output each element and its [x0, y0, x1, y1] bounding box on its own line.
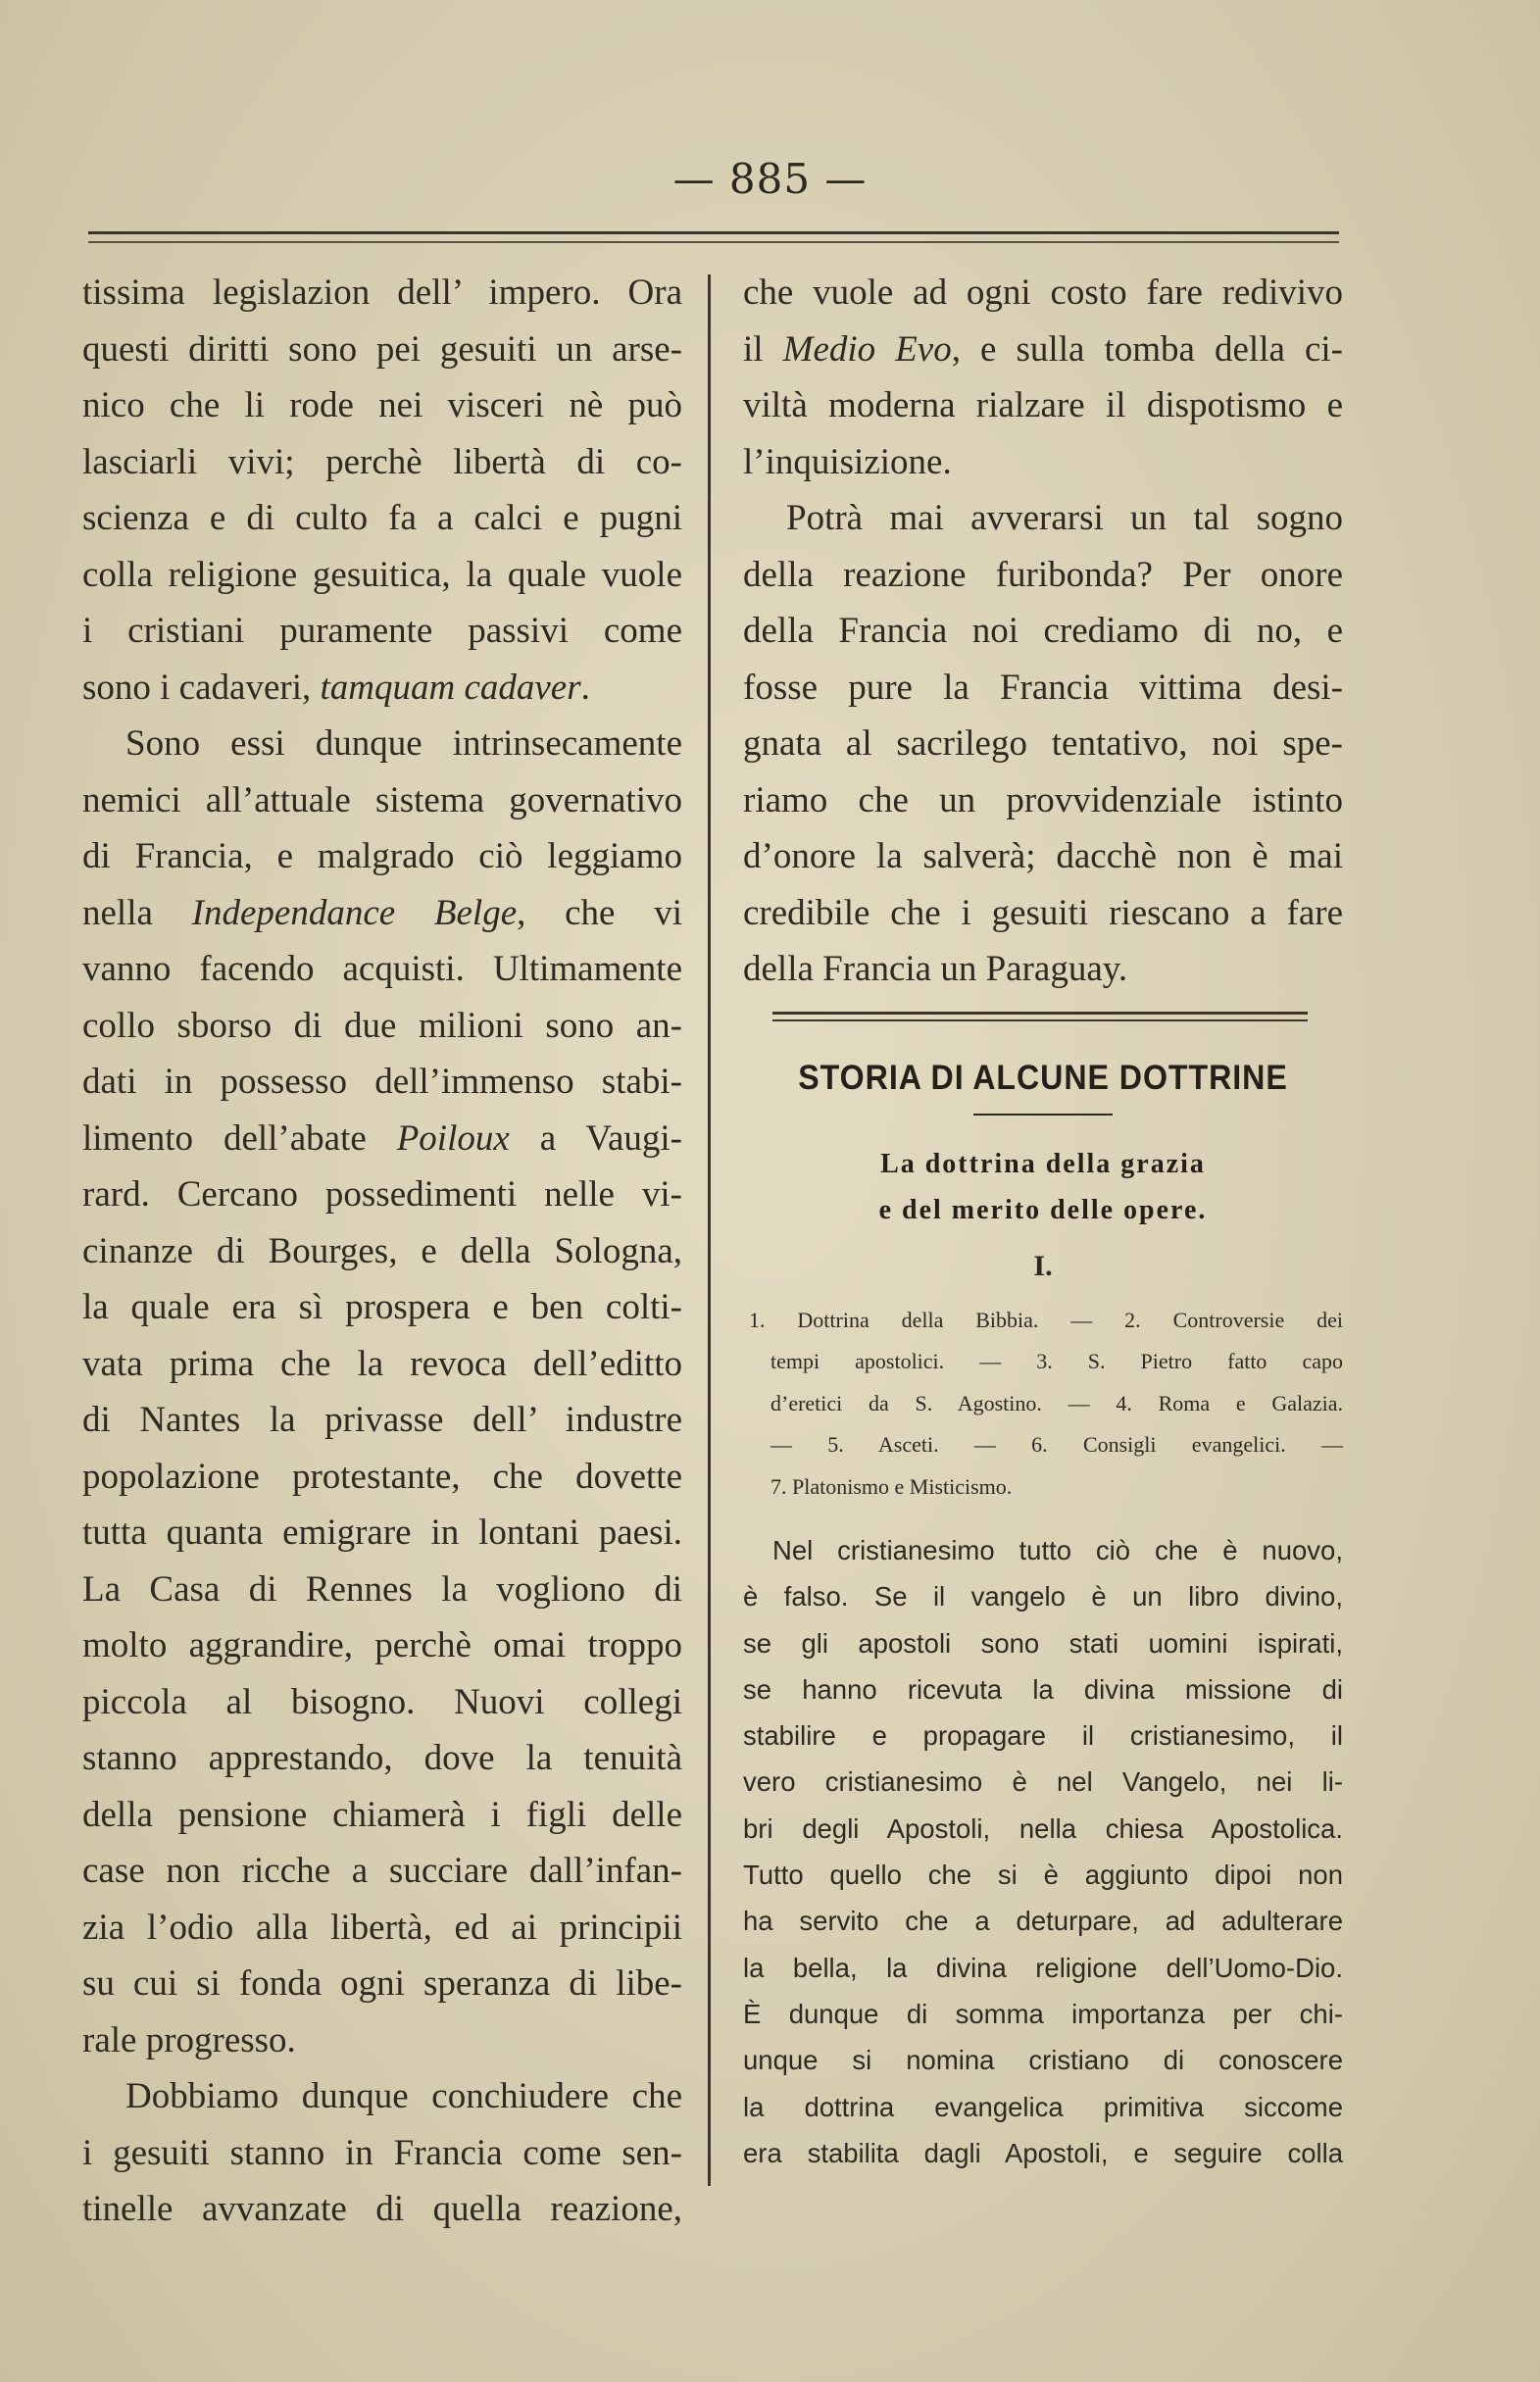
body-line: ha servito che a deturpare, ad adulterare [743, 1906, 1343, 1937]
text-line: zia l’odio alla libertà, ed ai principii [82, 1907, 682, 1948]
text-line: su cui si fonda ogni speranza di libe- [82, 1963, 682, 2004]
column-separator [708, 274, 711, 2186]
text-line: vata prima che la revoca dell’editto [82, 1343, 682, 1384]
text-line: scienza e di culto fa a calci e pugni [82, 498, 682, 538]
text-line: stanno apprestando, dove la tenuità [82, 1738, 682, 1778]
text-run: il [743, 328, 783, 370]
text-line: gnata al sacrilego tentativo, noi spe- [743, 723, 1343, 764]
right-column-text [743, 265, 1343, 998]
header-double-rule [88, 231, 1339, 243]
text-line: Dobbiamo dunque conchiudere che [125, 2076, 682, 2116]
page-number: — 885 — [672, 155, 868, 203]
body-line: Tutto quello che si è aggiunto dipoi non [743, 1860, 1343, 1891]
text-line: tinelle avvanzate di quella reazione, [82, 2189, 682, 2229]
text-line: Potrà mai avverarsi un tal sogno [786, 498, 1343, 538]
body-line: se gli apostoli sono stati uomini ispirati, [743, 1627, 1343, 1659]
text-line: della Francia un Paraguay. [743, 949, 1128, 989]
body-line: vero cristianesimo è nel Vangelo, nei li- [743, 1766, 1343, 1798]
text-line: Sono essi dunque intrinsecamente [125, 723, 682, 764]
body-line: Nel cristianesimo tutto ciò che è nuovo, [772, 1535, 1343, 1565]
text-line: la quale era sì prospera e ben colti- [82, 1287, 682, 1327]
text-line: nemici all’attuale sistema governativo [82, 779, 682, 820]
subtitle-line-2: e del merito delle opere. [878, 1194, 1208, 1225]
summary-line: 7. Platonismo e Misticismo. [770, 1473, 1013, 1499]
body-line: se hanno ricevuta la divina missione di [743, 1673, 1343, 1705]
text-line: tutta quanta emigrare in lontani paesi. [82, 1513, 682, 1553]
body-line: bri degli Apostoli, nella chiesa Apostolica. [743, 1812, 1343, 1844]
text-line: rale progresso. [82, 2019, 296, 2060]
text-line: viltà moderna rialzare il dispotismo e [743, 385, 1343, 425]
text-line: collo sborso di due milioni sono an- [82, 1005, 682, 1046]
text-line [82, 660, 682, 717]
text-line: rard. Cercano possedimenti nelle vi- [82, 1174, 682, 1215]
text-line: riamo che un provvidenziale istinto [743, 779, 1343, 820]
text-line: tissima legislazion dell’ impero. Ora [82, 273, 682, 313]
subtitle-line-1: La dottrina della grazia [880, 1148, 1206, 1179]
italic-text: Medio Evo [782, 328, 952, 370]
chapter-body-text [743, 1527, 1343, 2176]
text-line [82, 1111, 682, 1167]
body-line: è falso. Se il vangelo è un libro divino, [743, 1581, 1343, 1613]
text-line: i gesuiti stanno in Francia come sen- [82, 2132, 682, 2173]
body-line: È dunque di somma importanza per chi- [743, 1998, 1343, 2029]
body-line: la dottrina evangelica primitiva siccome [743, 2091, 1343, 2122]
text-line: l’inquisizione. [743, 441, 952, 482]
summary-line: — 5. Asceti. — 6. Consigli evangelici. — [770, 1432, 1343, 1457]
body-line: stabilire e propagare il cristianesimo, il [743, 1720, 1343, 1752]
text-line: piccola al bisogno. Nuovi collegi [82, 1681, 682, 1722]
body-line: era stabilita dagli Apostoli, e seguire colla [743, 2137, 1343, 2168]
text-line: di Nantes la privasse dell’ industre [82, 1400, 682, 1440]
text-line: della Francia noi crediamo di no, e [743, 611, 1343, 651]
italic-text: Poiloux [396, 1117, 510, 1159]
text-line: questi diritti sono pei gesuiti un arse- [82, 328, 682, 370]
text-line: credibile che i gesuiti riescano a fare [743, 892, 1343, 933]
text-line: colla religione gesuitica, la quale vuole [82, 554, 682, 595]
text-line: cinanze di Bourges, e della Sologna, [82, 1230, 682, 1271]
summary-line: d’eretici da S. Agostino. — 4. Roma e Galazia. [770, 1390, 1343, 1415]
text-line [82, 885, 682, 942]
summary-line: tempi apostolici. — 3. S. Pietro fatto capo [770, 1349, 1343, 1373]
text-line: i cristiani puramente passivi come [82, 611, 682, 651]
text-run: . [580, 667, 590, 708]
italic-text: tamquam cadaver [320, 667, 581, 708]
text-run: sono i cadaveri, [82, 667, 321, 708]
text-line: dati in possesso dell’immenso stabi- [82, 1062, 682, 1102]
text-run: , e sulla tomba della ci- [951, 328, 1343, 370]
text-run: a Vaugi- [509, 1117, 682, 1159]
chapter-number: I. [1033, 1249, 1053, 1282]
right-column [743, 265, 1343, 2176]
left-column [82, 265, 682, 2238]
text-line: d’onore la salverà; dacchè non è mai [743, 836, 1343, 876]
text-line [743, 322, 1343, 378]
body-line: unque si nomina cristiano di conoscere [743, 2045, 1343, 2076]
summary-line: 1. Dottrina della Bibbia. — 2. Controversie dei [749, 1307, 1343, 1332]
text-line: che vuole ad ogni costo fare redivivo [743, 273, 1343, 313]
text-line: popolazione protestante, che dovette [82, 1456, 682, 1497]
text-line: vanno facendo acquisti. Ultimamente [82, 949, 682, 989]
body-line: la bella, la divina religione dell’Uomo-Dio. [743, 1952, 1343, 1983]
text-line: La Casa di Rennes la vogliono di [82, 1568, 682, 1610]
text-line: lasciarli vivi; perchè libertà di co- [82, 441, 682, 482]
italic-text: Independance Belge [191, 892, 518, 933]
text-line: molto aggrandire, perchè omai troppo [82, 1625, 682, 1665]
chapter-summary [743, 1300, 1343, 1509]
section-title: STORIA DI ALCUNE DOTTRINE [798, 1058, 1288, 1097]
text-run: limento dell’abate [82, 1117, 397, 1159]
text-line: della pensione chiamerà i figli delle [82, 1794, 682, 1835]
text-line: fosse pure la Francia vittima desi- [743, 667, 1343, 708]
section-double-rule [772, 1012, 1308, 1021]
text-line: case non ricche a succiare dall’infan- [82, 1851, 682, 1891]
title-underline [973, 1114, 1113, 1116]
text-line: nico che li rode nei visceri nè può [82, 385, 682, 425]
text-run: , che vi [517, 892, 682, 933]
text-line: della reazione furibonda? Per onore [743, 554, 1343, 595]
text-line: di Francia, e malgrado ciò leggiamo [82, 836, 682, 876]
text-run: nella [82, 892, 192, 933]
